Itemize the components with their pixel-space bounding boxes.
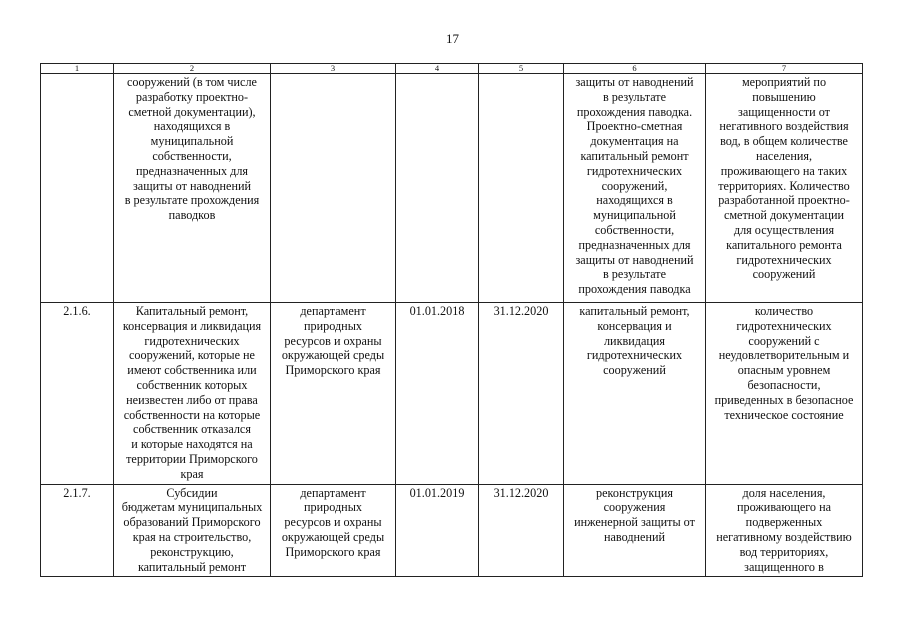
header-cell-3: 3 [271, 64, 396, 74]
header-cell-5: 5 [479, 64, 564, 74]
start-date-cell: 01.01.2019 [396, 484, 479, 577]
indicator-cell: мероприятий по повышению защищенности от негативного воздействия вод, в общем количестве населения, проживающего на таких территориях. Количество разработанной проектно- сметной документации для осуществления капитального ремонта гидротехнических сооружений [706, 74, 863, 303]
indicator-cell: доля населения, проживающего на подверженных негативному воздействию вод территориях, защищенного в [706, 484, 863, 577]
header-cell-6: 6 [564, 64, 706, 74]
executor-cell [271, 74, 396, 303]
end-date-cell: 31.12.2020 [479, 303, 564, 485]
end-date-cell [479, 74, 564, 303]
expected-result-cell: защиты от наводнений в результате прохождения паводка. Проектно-сметная документация на капитальный ремонт гидротехнических сооружений, находящихся в муниципальной собственности, предназначенных для защиты от наводнений в результате прохождения паводка [564, 74, 706, 303]
measures-table [40, 63, 863, 577]
measure-name-cell: сооружений (в том числе разработку проектно- сметной документации), находящихся в муниципальной собственности, предназначенных для защиты от наводнений в результате прохождения паводков [114, 74, 271, 303]
table-row [41, 303, 863, 485]
row-number-cell [41, 74, 114, 303]
table-row [41, 74, 863, 303]
header-cell-7: 7 [706, 64, 863, 74]
expected-result-cell: капитальный ремонт, консервация и ликвидация гидротехнических сооружений [564, 303, 706, 485]
page-number: 17 [446, 31, 459, 46]
executor-cell: департамент природных ресурсов и охраны окружающей среды Приморского края [271, 484, 396, 577]
row-number-cell: 2.1.7. [41, 484, 114, 577]
header-row [41, 64, 863, 74]
start-date-cell [396, 74, 479, 303]
end-date-cell: 31.12.2020 [479, 484, 564, 577]
start-date-cell: 01.01.2018 [396, 303, 479, 485]
indicator-cell: количество гидротехнических сооружений с неудовлетворительным и опасным уровнем безопасности, приведенных в безопасное техническое состояние [706, 303, 863, 485]
executor-cell: департамент природных ресурсов и охраны окружающей среды Приморского края [271, 303, 396, 485]
row-number-cell: 2.1.6. [41, 303, 114, 485]
measure-name-cell: Капитальный ремонт, консервация и ликвидация гидротехнических сооружений, которые не имеют собственника или собственник которых неизвестен либо от права собственности на которые собственник отказался и которые находятся на территории Приморского края [114, 303, 271, 485]
header-cell-2: 2 [114, 64, 271, 74]
measure-name-cell: Субсидии бюджетам муниципальных образований Приморского края на строительство, реконструкцию, капитальный ремонт [114, 484, 271, 577]
header-cell-1: 1 [41, 64, 114, 74]
table-row [41, 484, 863, 577]
expected-result-cell: реконструкция сооружения инженерной защиты от наводнений [564, 484, 706, 577]
header-cell-4: 4 [396, 64, 479, 74]
